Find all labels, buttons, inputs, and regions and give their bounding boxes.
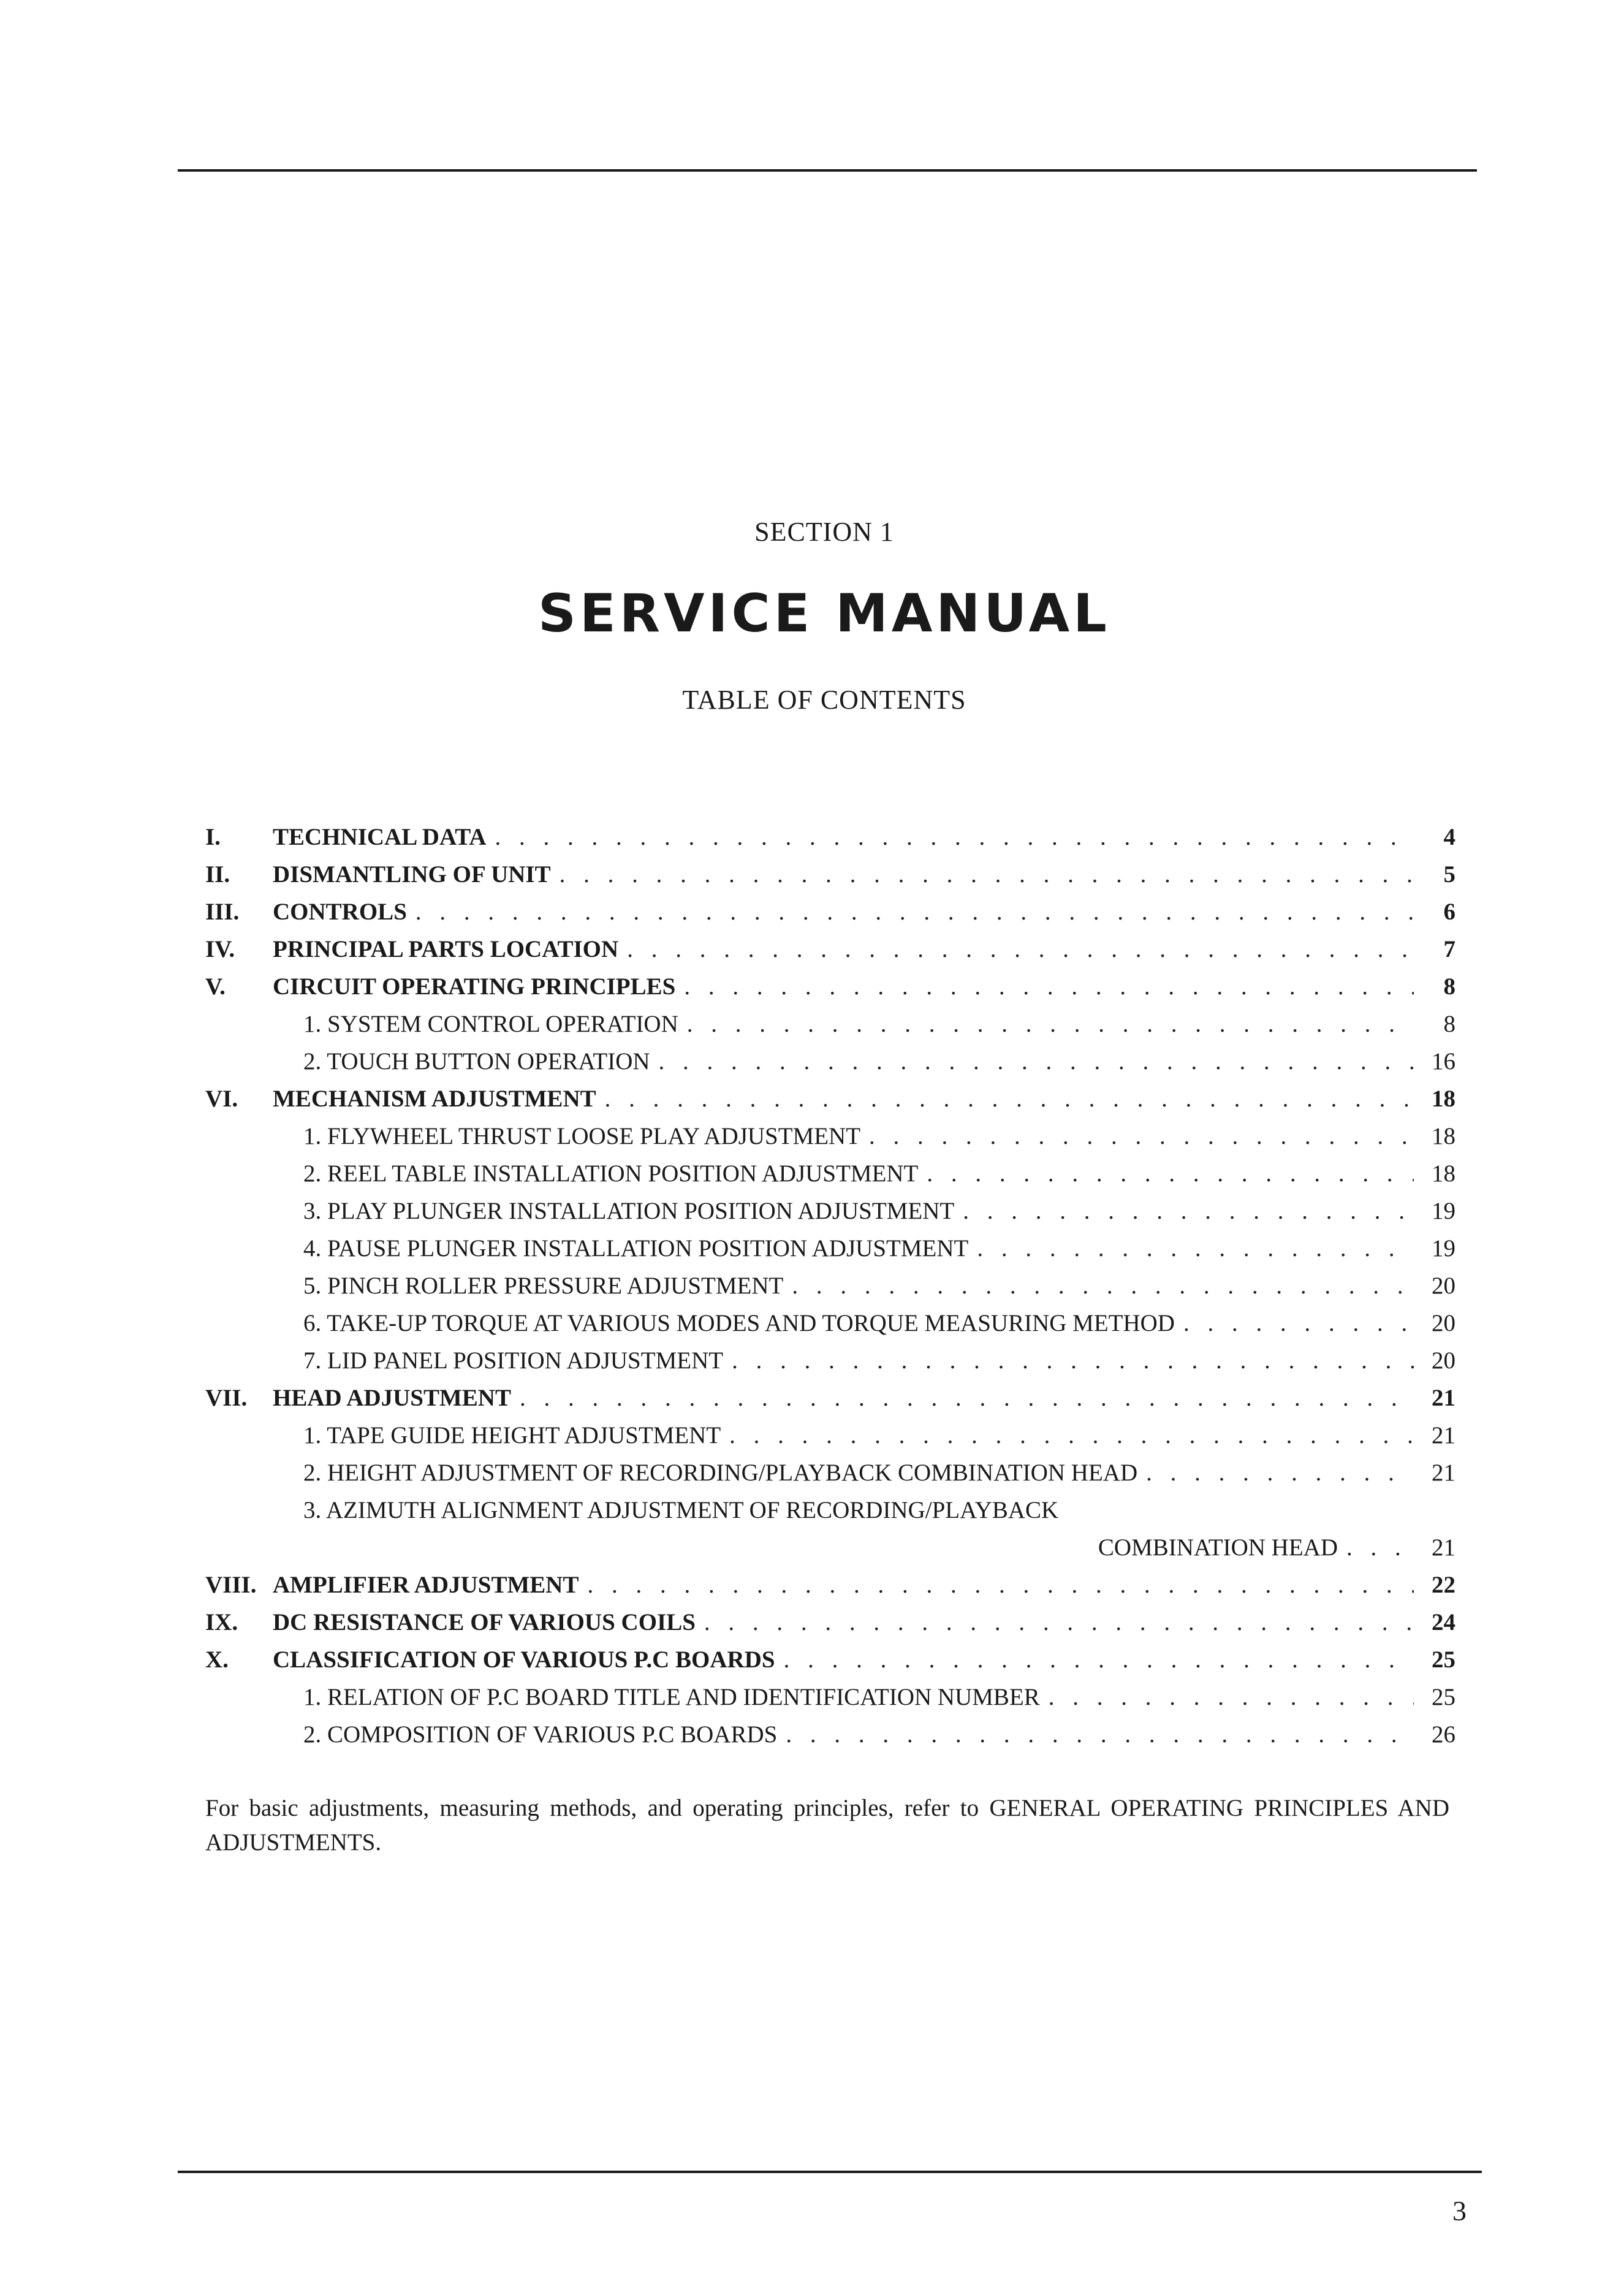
toc-leader-dots xyxy=(1049,1683,1414,1711)
toc-entry-number: V. xyxy=(205,973,226,1000)
toc-entry-title: 2. HEIGHT ADJUSTMENT OF RECORDING/PLAYBACK COMBINATION HEAD xyxy=(303,1460,1138,1486)
toc-subentry xyxy=(205,1197,1455,1235)
toc-leader-dots xyxy=(627,935,1414,963)
toc-entry-page: 20 xyxy=(1432,1310,1455,1336)
toc-entry-number: I. xyxy=(205,824,221,850)
toc-entry-page: 4 xyxy=(1443,824,1455,850)
toc-entry-number: VIII. xyxy=(205,1572,257,1598)
toc-entry-title: 3. PLAY PLUNGER INSTALLATION POSITION ADJUSTMENT xyxy=(303,1198,955,1224)
toc-entry-number: X. xyxy=(205,1647,229,1673)
toc-leader-dots xyxy=(1346,1534,1414,1561)
toc-entry-title: HEAD ADJUSTMENT xyxy=(273,1385,511,1411)
toc-entry-page: 26 xyxy=(1432,1721,1455,1748)
toc-entry-number: III. xyxy=(205,899,240,925)
toc-entry-number: IV. xyxy=(205,936,235,962)
toc-entry xyxy=(205,861,1455,898)
toc-entry xyxy=(205,935,1455,973)
toc-entry-title: AMPLIFIER ADJUSTMENT xyxy=(273,1572,579,1598)
toc-entry-page: 20 xyxy=(1432,1273,1455,1299)
toc-entry-page: 8 xyxy=(1443,1011,1455,1037)
toc-subentry xyxy=(205,1160,1455,1197)
toc-leader-dots xyxy=(784,1646,1414,1673)
toc-entry-page: 19 xyxy=(1432,1235,1455,1262)
toc-entry-title: 2. TOUCH BUTTON OPERATION xyxy=(303,1048,650,1075)
toc-leader-dots xyxy=(729,1422,1414,1449)
toc-entry-title: CIRCUIT OPERATING PRINCIPLES xyxy=(273,973,676,1000)
toc-entry-page: 21 xyxy=(1432,1534,1455,1561)
toc-entry-title: 6. TAKE-UP TORQUE AT VARIOUS MODES AND TORQUE MEASURING METHOD xyxy=(303,1310,1175,1336)
toc-entry-title: 7. LID PANEL POSITION ADJUSTMENT xyxy=(303,1347,724,1374)
toc-leader-dots xyxy=(495,823,1414,851)
toc-entry xyxy=(205,1609,1455,1646)
toc-leader-dots xyxy=(963,1197,1414,1225)
toc-entry-title: 2. COMPOSITION OF VARIOUS P.C BOARDS xyxy=(303,1721,778,1748)
toc-subentry xyxy=(205,1422,1455,1459)
table-of-contents xyxy=(205,823,1455,1758)
toc-entry xyxy=(205,898,1455,935)
toc-subentry xyxy=(205,1272,1455,1309)
toc-entry xyxy=(205,1384,1455,1422)
toc-leader-dots xyxy=(684,973,1414,1000)
toc-entry-title: MECHANISM ADJUSTMENT xyxy=(273,1086,596,1112)
toc-leader-dots xyxy=(587,1571,1414,1599)
toc-entry-title: 1. RELATION OF P.C BOARD TITLE AND IDENTIFICATION NUMBER xyxy=(303,1684,1040,1710)
page-title: SERVICE MANUAL xyxy=(538,583,1110,644)
toc-leader-dots xyxy=(605,1085,1414,1113)
toc-entry-title: 2. REEL TABLE INSTALLATION POSITION ADJUSTMENT xyxy=(303,1160,919,1187)
toc-entry-page: 21 xyxy=(1432,1422,1455,1449)
toc-entry-title: 3. AZIMUTH ALIGNMENT ADJUSTMENT OF RECORDING/PLAYBACK xyxy=(303,1497,1059,1523)
toc-leader-dots xyxy=(786,1721,1414,1748)
toc-leader-dots xyxy=(415,898,1414,926)
toc-entry-title: DISMANTLING OF UNIT xyxy=(273,861,551,888)
toc-entry xyxy=(205,973,1455,1010)
toc-entry-page: 22 xyxy=(1432,1572,1455,1598)
toc-entry-page: 18 xyxy=(1432,1160,1455,1187)
toc-entry-page: 6 xyxy=(1443,899,1455,925)
toc-leader-dots xyxy=(869,1122,1414,1150)
toc-entry-page: 18 xyxy=(1432,1123,1455,1149)
toc-subentry xyxy=(205,1309,1455,1347)
toc-entry-page: 25 xyxy=(1432,1684,1455,1710)
toc-entry-title: TECHNICAL DATA xyxy=(273,824,487,850)
toc-entry-title: 1. TAPE GUIDE HEIGHT ADJUSTMENT xyxy=(303,1422,721,1449)
toc-leader-dots xyxy=(659,1048,1414,1075)
toc-entry-page: 20 xyxy=(1432,1347,1455,1374)
toc-entry-page: 19 xyxy=(1432,1198,1455,1224)
toc-entry-page: 5 xyxy=(1443,861,1455,888)
toc-leader-dots xyxy=(687,1010,1414,1038)
toc-entry xyxy=(205,1646,1455,1683)
toc-entry xyxy=(205,823,1455,861)
toc-entry-page: 16 xyxy=(1432,1048,1455,1075)
toc-entry xyxy=(205,1085,1455,1122)
toc-leader-dots xyxy=(704,1609,1414,1636)
toc-entry-number: IX. xyxy=(205,1609,238,1635)
page-number: 3 xyxy=(1452,2195,1467,2226)
toc-entry-number: II. xyxy=(205,861,230,888)
toc-entry-page: 21 xyxy=(1432,1460,1455,1486)
toc-entry-title: 1. FLYWHEEL THRUST LOOSE PLAY ADJUSTMENT xyxy=(303,1123,861,1149)
toc-subentry xyxy=(205,1235,1455,1272)
toc-entry-page: 24 xyxy=(1432,1609,1455,1635)
toc-entry-number: VI. xyxy=(205,1086,238,1112)
toc-entry-page: 18 xyxy=(1432,1086,1455,1112)
toc-entry-page: 7 xyxy=(1443,936,1455,962)
top-rule xyxy=(178,169,1477,172)
toc-entry-page: 8 xyxy=(1443,973,1455,1000)
toc-leader-dots xyxy=(1146,1459,1414,1487)
toc-entry-title: COMBINATION HEAD xyxy=(1098,1534,1338,1561)
toc-entry-title: DC RESISTANCE OF VARIOUS COILS xyxy=(273,1609,696,1635)
bottom-rule xyxy=(178,2171,1482,2173)
toc-leader-dots xyxy=(792,1272,1414,1300)
toc-entry-title: CLASSIFICATION OF VARIOUS P.C BOARDS xyxy=(273,1647,775,1673)
toc-leader-dots xyxy=(732,1347,1414,1374)
toc-leader-dots xyxy=(560,861,1414,888)
toc-entry xyxy=(205,1571,1455,1609)
toc-entry-title: CONTROLS xyxy=(273,899,407,925)
toc-leader-dots xyxy=(520,1384,1414,1412)
toc-leader-dots xyxy=(977,1235,1414,1262)
toc-subentry xyxy=(205,1347,1455,1384)
toc-entry-title: 4. PAUSE PLUNGER INSTALLATION POSITION ADJUSTMENT xyxy=(303,1235,969,1262)
toc-subentry xyxy=(205,1683,1455,1721)
toc-entry-page: 21 xyxy=(1432,1385,1455,1411)
toc-subentry xyxy=(205,1721,1455,1758)
toc-subentry xyxy=(205,1459,1455,1496)
toc-heading: TABLE OF CONTENTS xyxy=(682,685,966,715)
toc-entry-title: 5. PINCH ROLLER PRESSURE ADJUSTMENT xyxy=(303,1273,784,1299)
toc-entry-page: 25 xyxy=(1432,1647,1455,1673)
toc-subentry xyxy=(205,1122,1455,1160)
toc-entry-title: PRINCIPAL PARTS LOCATION xyxy=(273,936,619,962)
toc-subentry xyxy=(205,1048,1455,1085)
toc-subentry xyxy=(205,1496,1455,1534)
toc-subentry xyxy=(205,1534,1455,1571)
toc-leader-dots xyxy=(1183,1309,1414,1337)
toc-leader-dots xyxy=(927,1160,1414,1187)
toc-subentry xyxy=(205,1010,1455,1048)
toc-entry-number: VII. xyxy=(205,1385,248,1411)
footnote: For basic adjustments, measuring methods, and operating principles, refer to GENERAL OPERATING PRINCIPLES AND ADJUSTMENTS. xyxy=(205,1795,1449,1856)
toc-entry-title: 1. SYSTEM CONTROL OPERATION xyxy=(303,1011,678,1037)
section-label: SECTION 1 xyxy=(754,517,894,547)
